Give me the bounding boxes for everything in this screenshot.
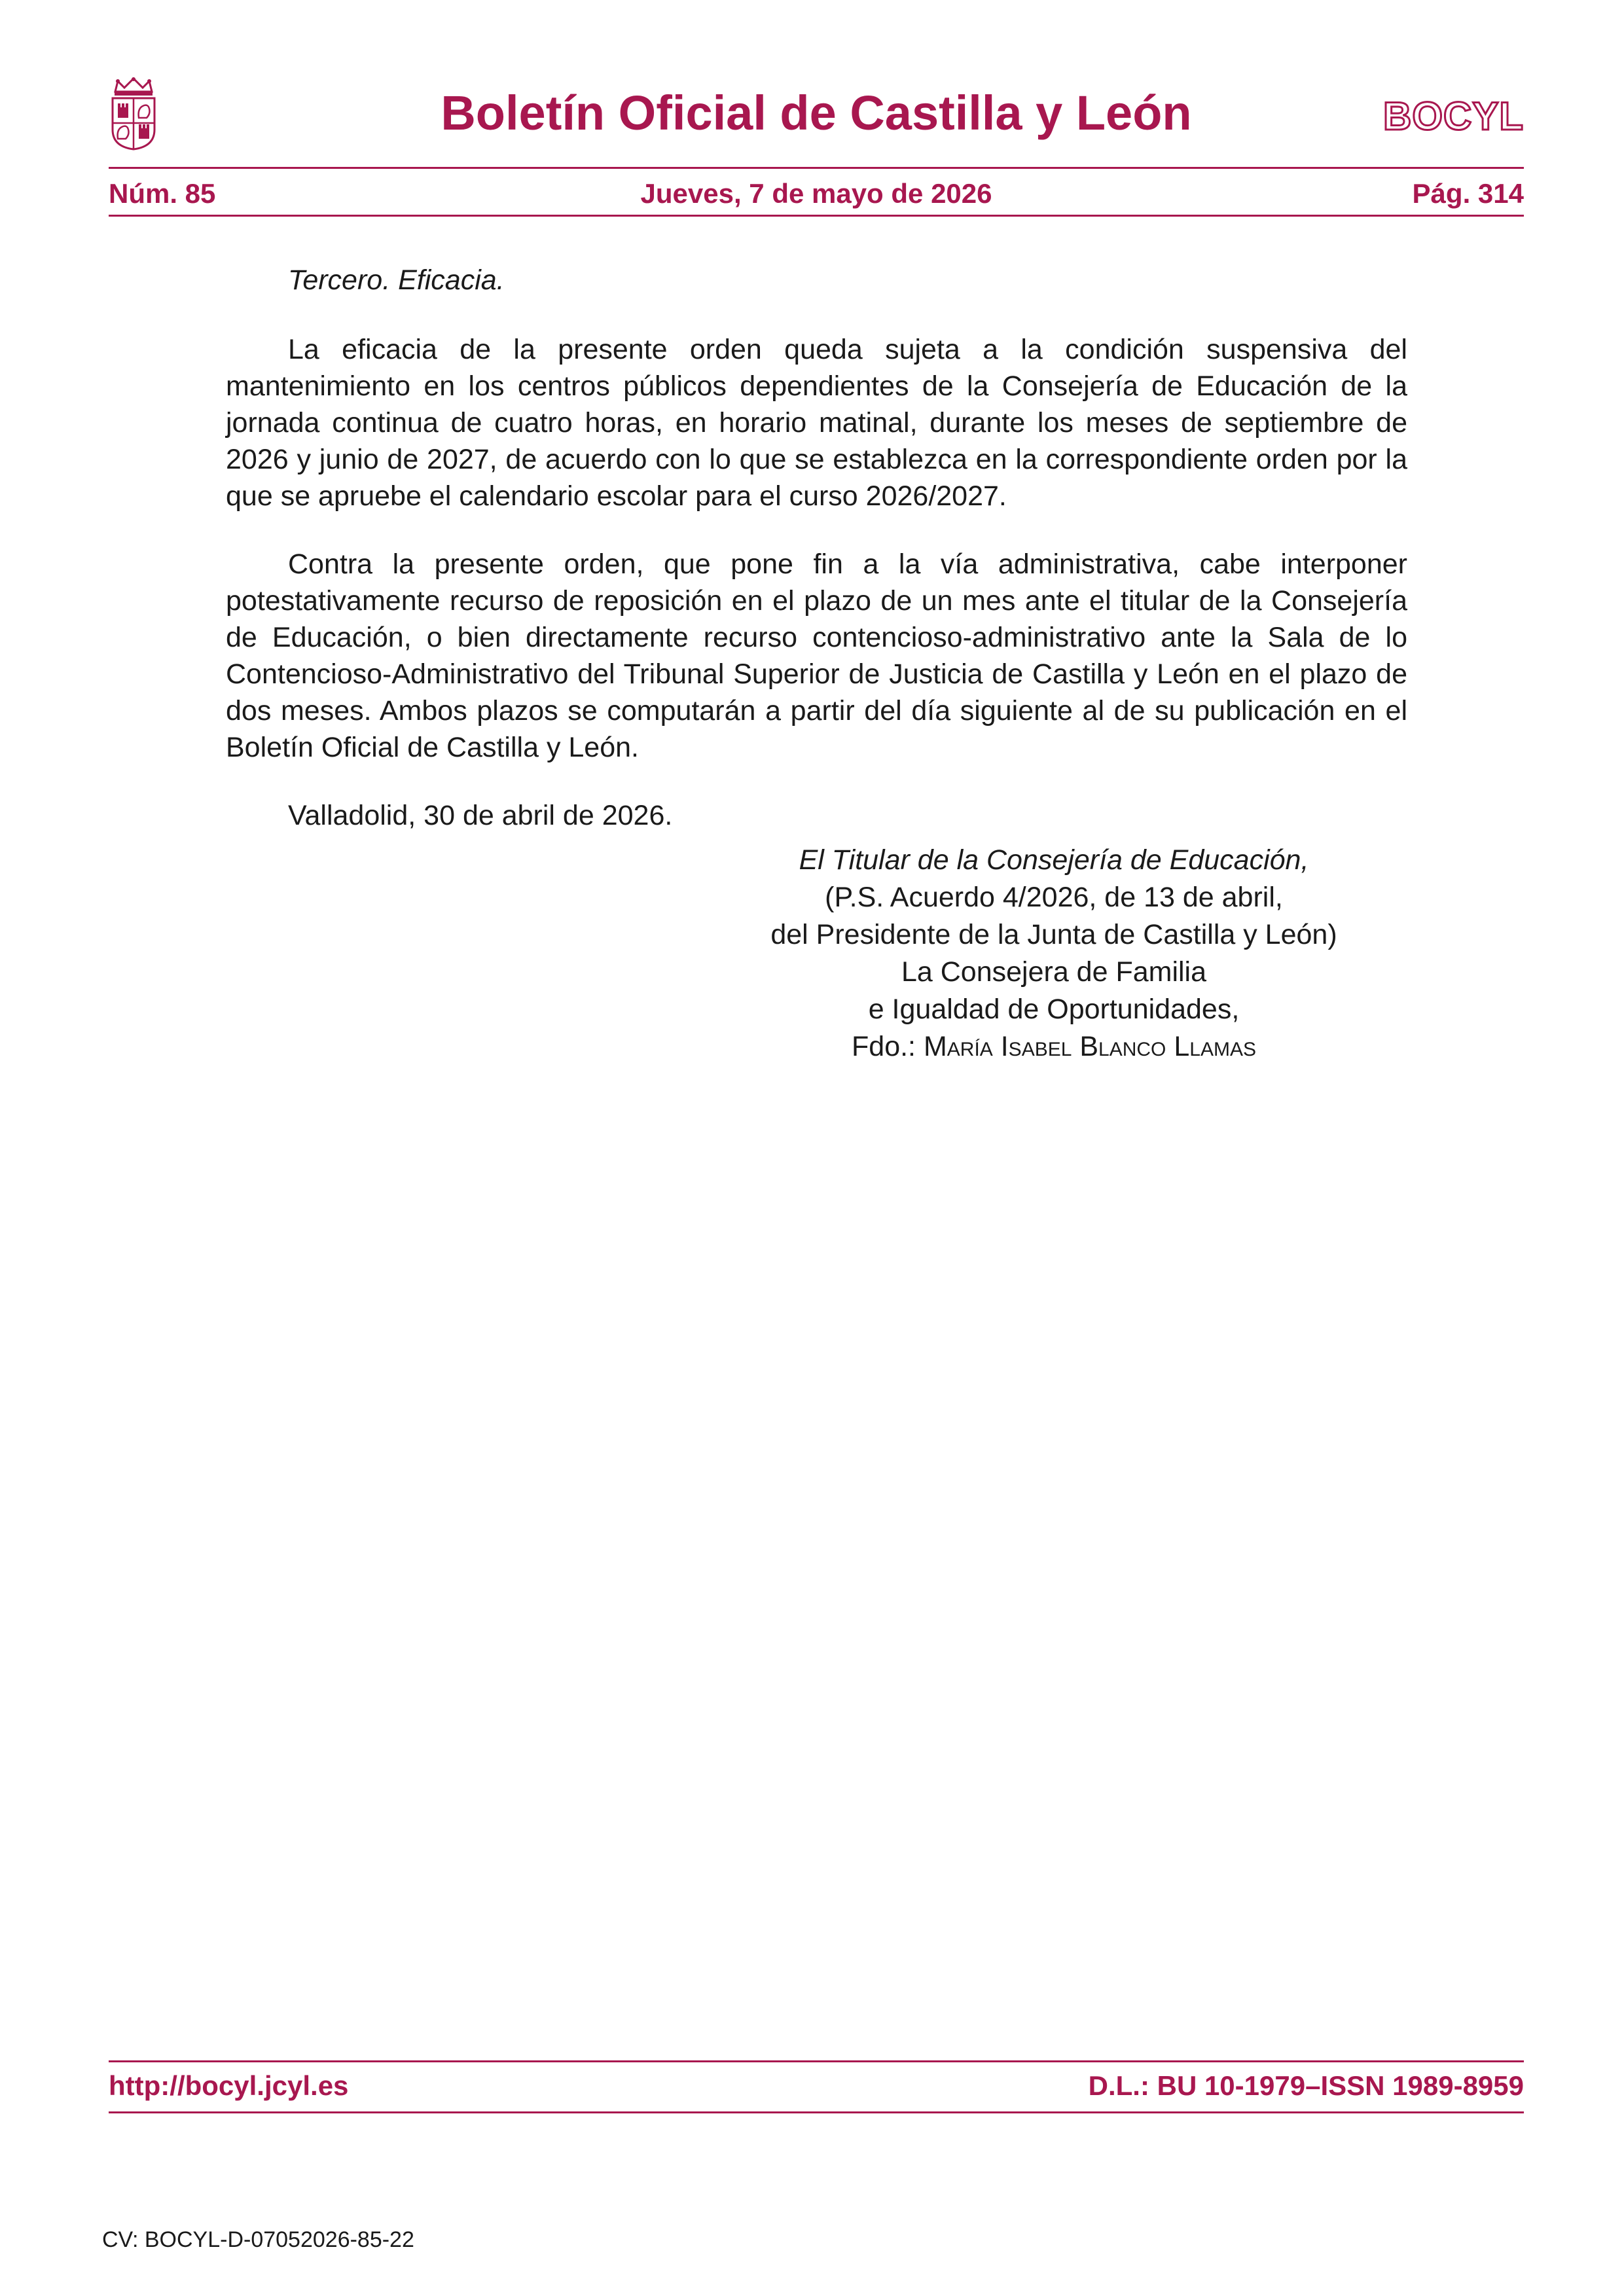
header-rule-bottom	[109, 215, 1524, 217]
bulletin-title: Boletín Oficial de Castilla y León	[441, 86, 1192, 140]
bocyl-url-link[interactable]: http://bocyl.jcyl.es	[109, 2070, 349, 2101]
signature-line-5: e Igualdad de Oportunidades,	[868, 994, 1240, 1025]
signature-line-2: (P.S. Acuerdo 4/2026, de 13 de abril,	[825, 882, 1283, 913]
document-body	[226, 262, 1407, 838]
page-header	[109, 65, 1524, 164]
issue-date: Jueves, 7 de mayo de 2026	[640, 178, 992, 209]
header-rule-top	[109, 167, 1524, 169]
page-number: Pág. 314	[1412, 178, 1524, 209]
signed-by	[694, 1028, 1414, 1066]
section-heading: Tercero. Eficacia.	[288, 264, 505, 296]
paragraph-eficacia: La eficacia de la presente orden queda sujeta a la condición suspensiva del mantenimiento en los centros públicos dependientes de la Consejería de Educación de la jornada continua de cuatro horas, en horario matinal, durante los meses de septiembre de 2026 y junio de 2027, de acuerdo con lo que se establezca en la correspondiente orden por la que se apruebe el calendario escolar para el curso 2026/2027.	[226, 334, 1407, 512]
signer-name: María Isabel Blanco Llamas	[923, 1031, 1256, 1062]
signature-title: El Titular de la Consejería de Educación,	[799, 844, 1309, 876]
signature-block	[694, 842, 1414, 1066]
footer-rule-top	[109, 2060, 1524, 2062]
signature-line-3: del Presidente de la Junta de Castilla y León)	[770, 919, 1337, 950]
paragraph-recurso: Contra la presente orden, que pone fin a la vía administrativa, cabe interponer potestativamente recurso de reposición en el plazo de un mes ante el titular de la Consejería de Educación, o bien directamente recurso contencioso-administrativo ante la Sala de lo Contencioso-Administrativo del Tribunal Superior de Justicia de Castilla y León en el plazo de dos meses. Ambos plazos se computarán a partir del día siguiente al de su publicación en el Boletín Oficial de Castilla y León.	[226, 548, 1407, 763]
page-footer	[109, 2065, 1524, 2107]
signature-line-4: La Consejera de Familia	[901, 956, 1207, 988]
place-date: Valladolid, 30 de abril de 2026.	[288, 800, 673, 831]
signed-prefix: Fdo.:	[852, 1031, 924, 1062]
bocyl-logo: BOCYL	[1383, 94, 1524, 138]
footer-rule-bottom	[109, 2111, 1524, 2113]
legal-deposit: D.L.: BU 10-1979–ISSN 1989-8959	[1088, 2070, 1524, 2101]
cv-code: CV: BOCYL-D-07052026-85-22	[102, 2227, 414, 2252]
issue-number: Núm. 85	[109, 178, 216, 209]
issue-info	[109, 175, 1524, 212]
